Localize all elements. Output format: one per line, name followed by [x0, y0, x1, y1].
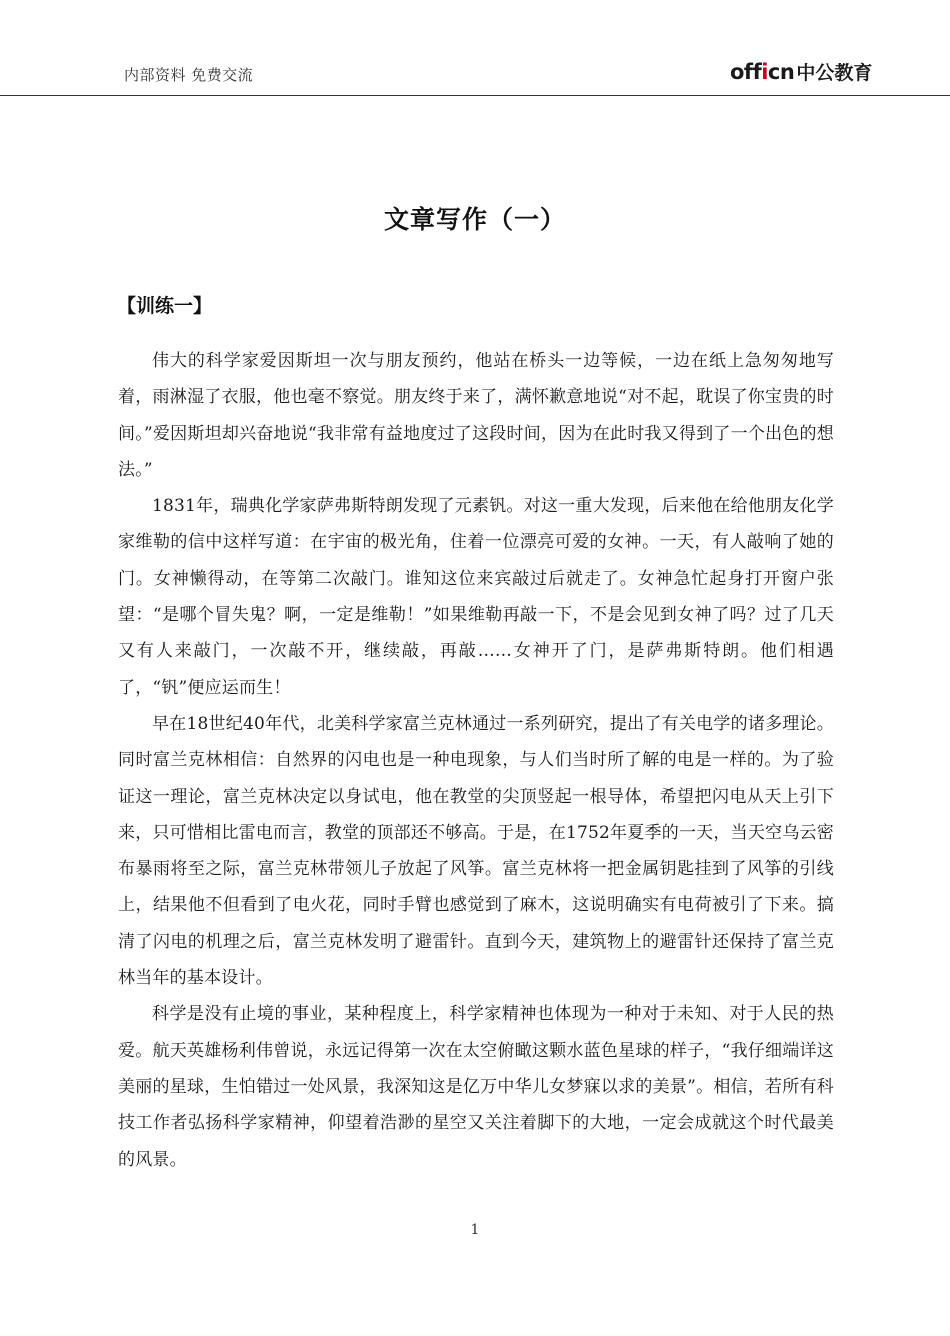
article-body	[118, 343, 834, 1178]
logo-chinese-text: 中公教育	[796, 62, 873, 84]
page-header	[0, 0, 950, 96]
paragraph: 早在18世纪40年代，北美科学家富兰克林通过一系列研究，提出了有关电学的诸多理论。同时富兰克林相信：自然界的闪电也是一种电现象，与人们当时所了解的电是一样的。为了验证这一理论，富兰克林决定以身试电，他在教堂的尖顶竖起一根导体，希望把闪电从天上引下来，只可惜相比雷电而言，教堂的顶部还不够高。于是，在1752年夏季的一天，当天空乌云密布暴雨将至之际，富兰克林带领儿子放起了风筝。富兰克林将一把金属钥匙挂到了风筝的引线上，结果他不但看到了电火花，同时手臂也感觉到了麻木，这说明确实有电荷被引了下来。搞清了闪电的机理之后，富兰克林发明了避雷针。直到今天，建筑物上的避雷针还保持了富兰克林当年的基本设计。	[118, 713, 834, 989]
page-number: 1	[470, 1222, 480, 1238]
page-title: 文章写作（一）	[383, 205, 566, 234]
paragraph: 科学是没有止境的事业，某种程度上，科学家精神也体现为一种对于未知、对于人民的热爱。航天英雄杨利伟曾说，永远记得第一次在太空俯瞰这颗水蓝色星球的样子，“我仔细端详这美丽的星球，生怕错过一处风景，我深知这是亿万中华儿女梦寐以求的美景”。相信，若所有科技工作者弘扬科学家精神，仰望着浩渺的星空又关注着脚下的大地，一定会成就这个时代最美的风景。	[118, 1004, 834, 1170]
paragraph: 1831年，瑞典化学家萨弗斯特朗发现了元素钒。对这一重大发现，后来他在给他朋友化学家维勒的信中这样写道：在宇宙的极光角，住着一位漂亮可爱的女神。一天，有人敲响了她的门。女神懒得动，在等第二次敲门。谁知这位来宾敲过后就走了。女神急忙起身打开窗户张望：“是哪个冒失鬼？啊，一定是维勒！”如果维勒再敲一下，不是会见到女神了吗？过了几天又有人来敲门，一次敲不开，继续敲，再敲……女神开了门，是萨弗斯特朗。他们相遇了，“钒”便应运而生！	[118, 496, 834, 698]
logo-latin-text: officn	[730, 60, 795, 84]
offcn-logo	[730, 58, 872, 85]
header-label: 内部资料 免费交流	[124, 66, 254, 84]
section-heading: 【训练一】	[117, 295, 213, 317]
paragraph: 伟大的科学家爱因斯坦一次与朋友预约，他站在桥头一边等候，一边在纸上急匆匆地写着，雨淋湿了衣服，他也毫不察觉。朋友终于来了，满怀歉意地说“对不起，耽误了你宝贵的时间。”爱因斯坦却兴奋地说“我非常有益地度过了这段时间，因为在此时我又得到了一个出色的想法。”	[118, 351, 834, 480]
